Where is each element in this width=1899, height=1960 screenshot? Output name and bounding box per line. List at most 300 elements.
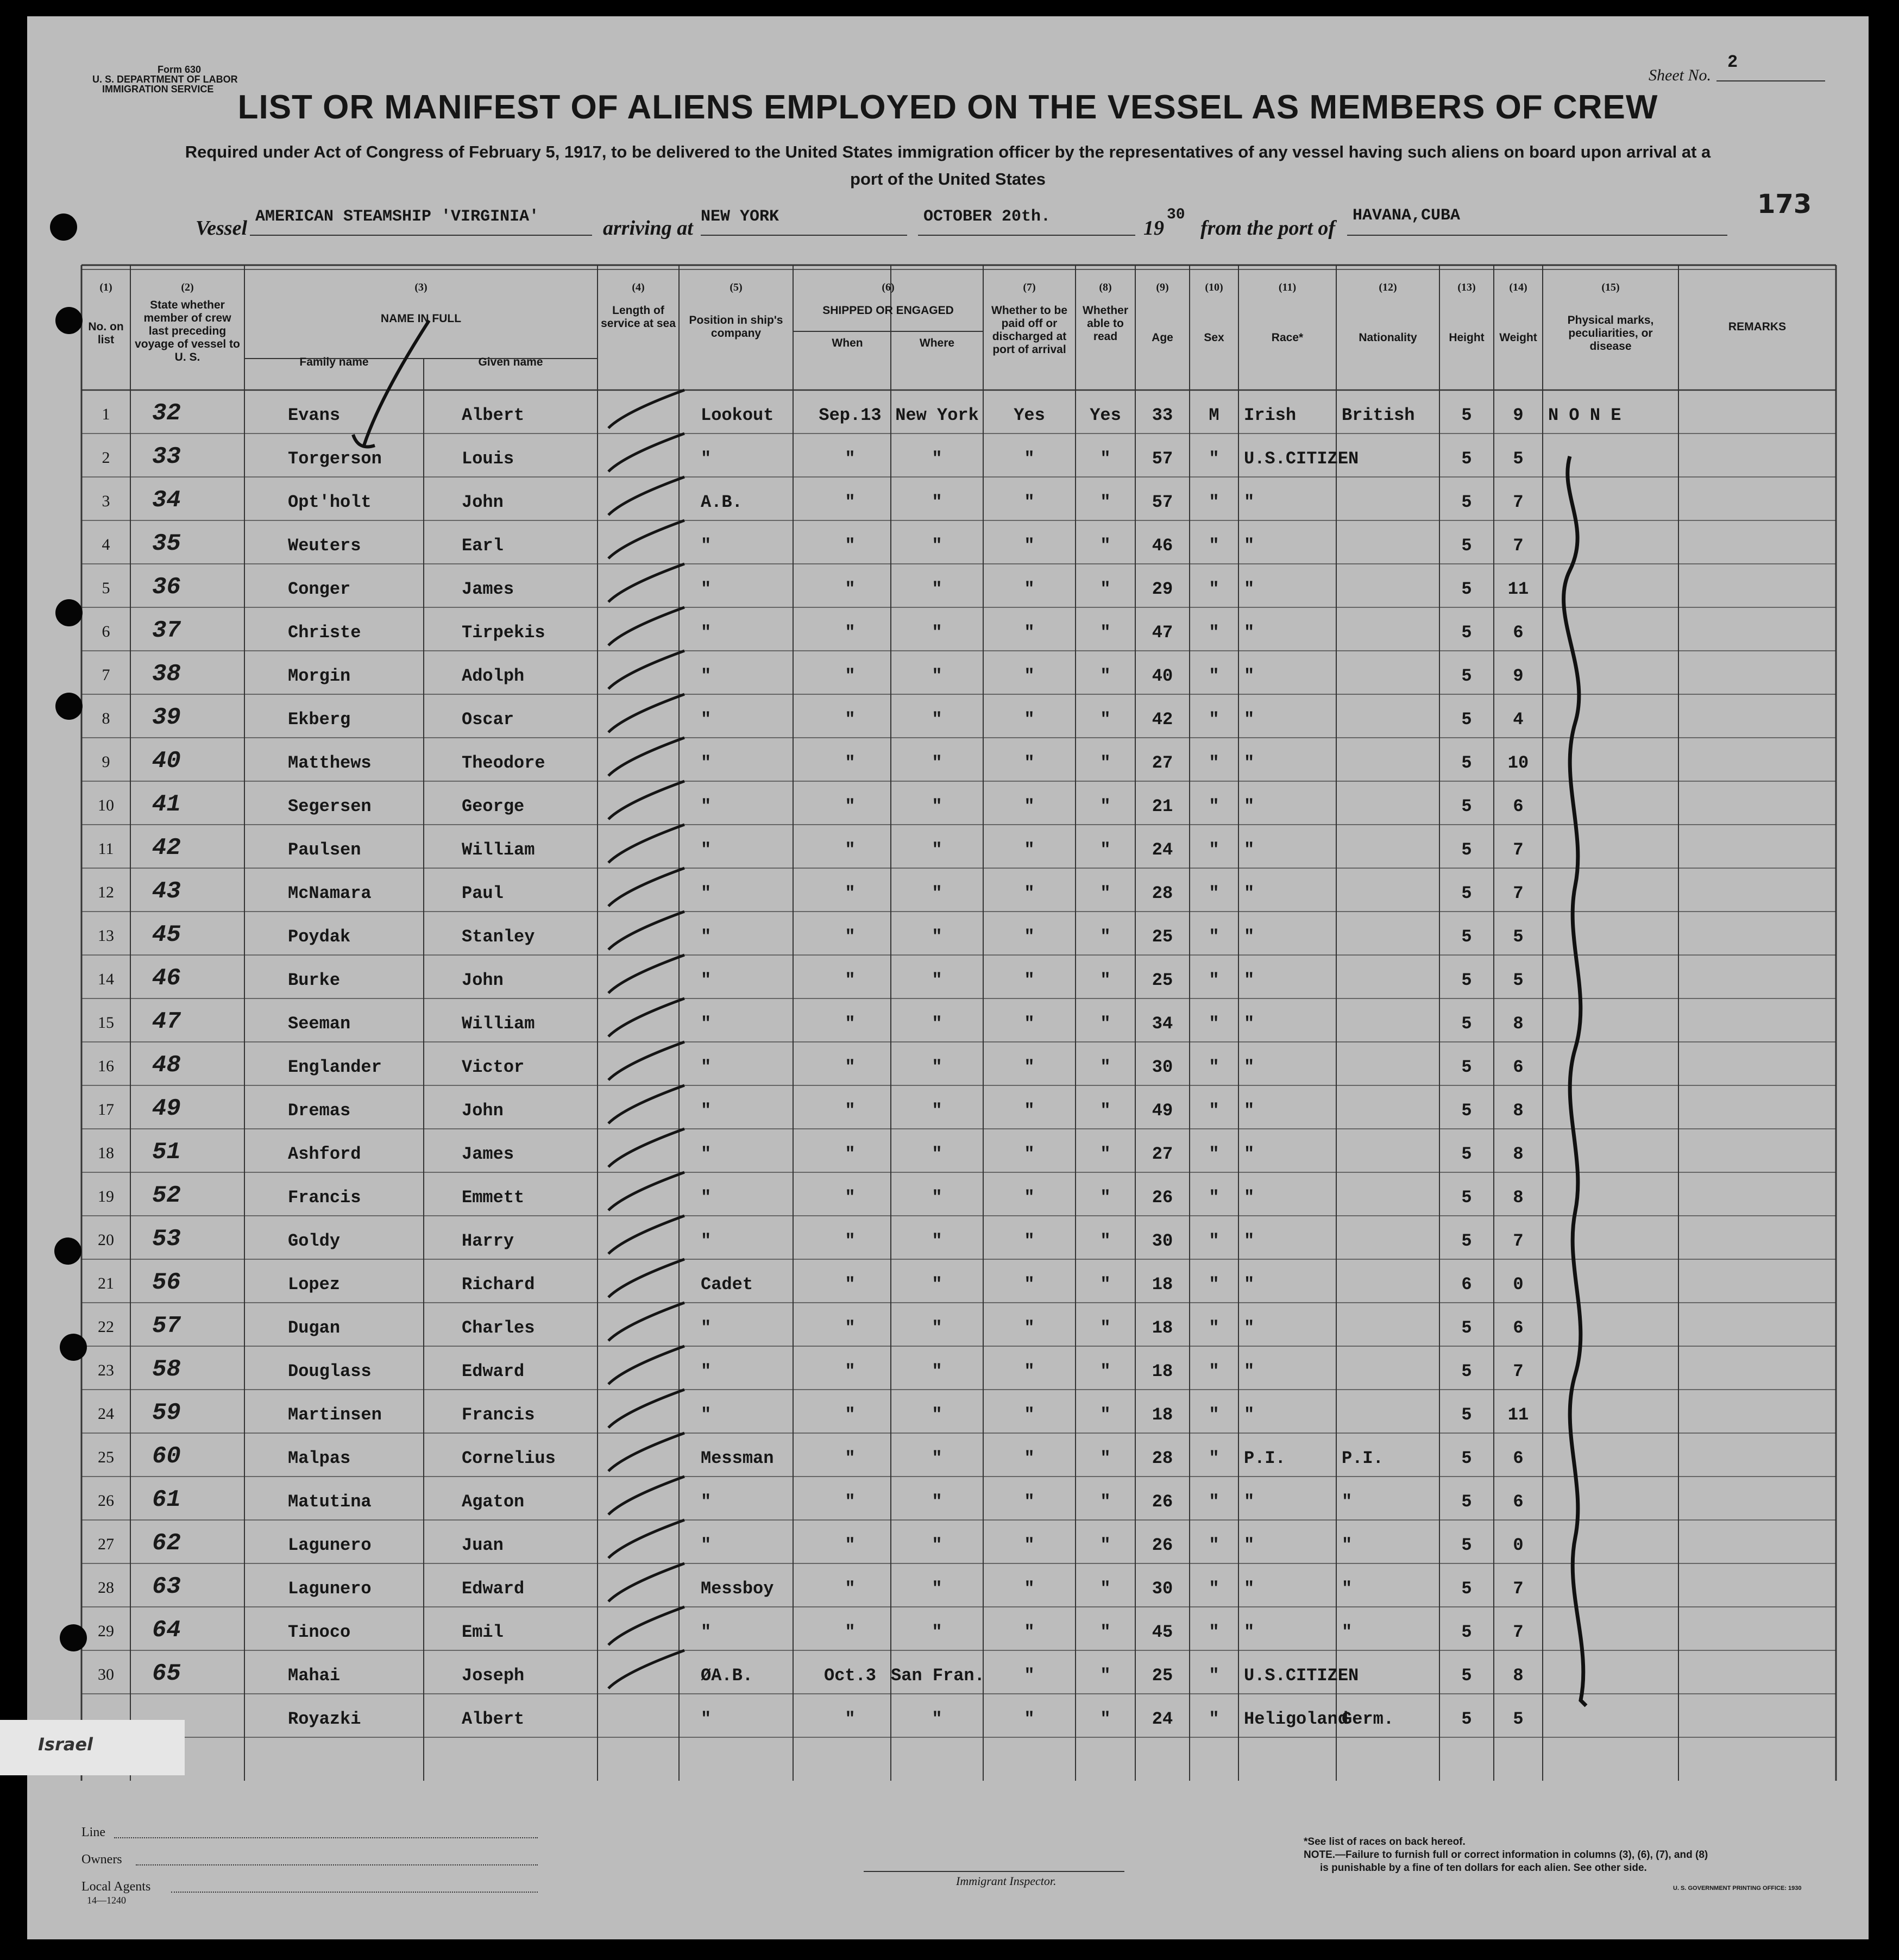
subtitle-line-2: port of the United States <box>850 169 1046 189</box>
shipped-where: " <box>932 709 942 730</box>
vessel-label: Vessel <box>196 217 247 240</box>
paid-off: " <box>1024 666 1035 686</box>
form-number: Form 630 <box>158 64 202 75</box>
sex: " <box>1209 1535 1219 1555</box>
previous-voyage-number: 34 <box>152 487 181 514</box>
arriving-label: arriving at <box>603 217 693 240</box>
shipped-where: " <box>932 840 942 860</box>
position: " <box>701 1144 712 1164</box>
weight: 4 <box>1513 709 1524 730</box>
row-number: 30 <box>98 1666 114 1683</box>
subheader-given: Given name <box>478 356 543 368</box>
given-name: Harry <box>462 1231 514 1251</box>
race: " <box>1244 1405 1255 1425</box>
handwritten-marks <box>27 16 1869 1939</box>
paid-off: " <box>1024 927 1035 947</box>
weight: 7 <box>1513 1231 1524 1251</box>
service-check-mark <box>608 1607 684 1645</box>
family-name: Malpas <box>288 1448 351 1468</box>
arriving-port: NEW YORK <box>701 208 779 226</box>
shipped-when: " <box>845 1535 856 1555</box>
position: " <box>701 536 712 556</box>
column-header: No. on list <box>88 321 124 346</box>
shipped-where: " <box>932 1318 942 1338</box>
from-port-label: from the port of <box>1200 217 1336 240</box>
column-header: Sex <box>1204 331 1224 344</box>
sex: " <box>1209 970 1219 990</box>
previous-voyage-number: 35 <box>152 530 181 557</box>
column-header: Height <box>1449 331 1485 344</box>
sex: " <box>1209 1274 1219 1295</box>
position: Lookout <box>701 405 774 425</box>
previous-voyage-number: 45 <box>152 921 181 948</box>
sex: " <box>1209 623 1219 643</box>
able-to-read: " <box>1100 796 1111 816</box>
height: 5 <box>1461 1709 1472 1729</box>
nationality: " <box>1342 1622 1353 1642</box>
shipped-where: " <box>932 1057 942 1077</box>
height: 5 <box>1461 623 1472 643</box>
age: 18 <box>1152 1274 1173 1295</box>
arrival-date: OCTOBER 20th. <box>923 208 1051 226</box>
position: " <box>701 753 712 773</box>
punch-hole <box>60 1624 87 1651</box>
height: 5 <box>1461 1666 1472 1686</box>
shipped-where: " <box>932 579 942 599</box>
given-name: Juan <box>462 1535 504 1555</box>
shipped-when: " <box>845 1622 856 1642</box>
service-check-mark <box>608 1346 684 1384</box>
column-header: REMARKS <box>1728 321 1787 333</box>
able-to-read: " <box>1100 883 1111 903</box>
shipped-where: " <box>932 796 942 816</box>
page-number: 173 <box>1757 189 1812 219</box>
shipped-where: " <box>932 666 942 686</box>
punch-hole <box>60 1334 87 1361</box>
weight: 8 <box>1513 1014 1524 1034</box>
race: " <box>1244 1318 1255 1338</box>
family-name: Francis <box>288 1188 361 1208</box>
service-check-mark <box>608 1129 684 1167</box>
service-check-mark <box>608 477 684 515</box>
race: " <box>1244 492 1255 512</box>
row-number: 3 <box>102 492 110 510</box>
paid-off: " <box>1024 1448 1035 1468</box>
shipped-when: " <box>845 666 856 686</box>
subheader-where: Where <box>919 337 955 349</box>
position: " <box>701 1709 712 1729</box>
paid-off: " <box>1024 1405 1035 1425</box>
paid-off: " <box>1024 883 1035 903</box>
row-number: 23 <box>98 1361 114 1379</box>
height: 5 <box>1461 492 1472 512</box>
sheet-no-value: 2 <box>1727 52 1738 72</box>
service-check-mark <box>608 738 684 776</box>
race: " <box>1244 796 1255 816</box>
paper-slip <box>0 1720 185 1775</box>
weight: 0 <box>1513 1535 1524 1555</box>
service-check-mark <box>608 1303 684 1341</box>
height: 5 <box>1461 1057 1472 1077</box>
shipped-where: " <box>932 1144 942 1164</box>
age: 18 <box>1152 1361 1173 1381</box>
previous-voyage-number: 52 <box>152 1182 181 1209</box>
sex: " <box>1209 1448 1219 1468</box>
sex: " <box>1209 1318 1219 1338</box>
race: " <box>1244 1101 1255 1121</box>
nationality: " <box>1342 1535 1353 1555</box>
service-check-mark <box>608 1085 684 1123</box>
paid-off: " <box>1024 1666 1035 1686</box>
weight: 7 <box>1513 1579 1524 1599</box>
footer-agents-underline <box>171 1892 538 1893</box>
position: " <box>701 709 712 730</box>
previous-voyage-number: 53 <box>152 1226 181 1253</box>
height: 5 <box>1461 883 1472 903</box>
paid-off: " <box>1024 1318 1035 1338</box>
sex: " <box>1209 1101 1219 1121</box>
row-number: 2 <box>102 449 110 467</box>
previous-voyage-number: 58 <box>152 1356 181 1383</box>
nationality: " <box>1342 1492 1353 1512</box>
row-number: 29 <box>98 1622 114 1640</box>
able-to-read: " <box>1100 449 1111 469</box>
given-name: Tirpekis <box>462 623 545 643</box>
service-check-mark <box>608 998 684 1036</box>
paid-off: " <box>1024 1535 1035 1555</box>
sheet-no-label: Sheet No. <box>1649 66 1711 84</box>
able-to-read: " <box>1100 753 1111 773</box>
paid-off: " <box>1024 840 1035 860</box>
previous-voyage-number: 33 <box>152 443 181 470</box>
row-number: 6 <box>102 623 110 640</box>
column-header: Race* <box>1271 331 1304 344</box>
shipped-where: " <box>932 1622 942 1642</box>
weight: 7 <box>1513 1622 1524 1642</box>
punch-hole <box>55 693 83 720</box>
sex: " <box>1209 536 1219 556</box>
row-number: 21 <box>98 1274 114 1292</box>
race: " <box>1244 709 1255 730</box>
service-check-mark <box>608 607 684 645</box>
height: 5 <box>1461 709 1472 730</box>
note-races: *See list of races on back hereof. <box>1304 1836 1466 1848</box>
shipped-where: " <box>932 536 942 556</box>
previous-voyage-number: 37 <box>152 617 181 644</box>
able-to-read: " <box>1100 1492 1111 1512</box>
paid-off: " <box>1024 970 1035 990</box>
previous-voyage-number: 49 <box>152 1095 181 1122</box>
weight: 7 <box>1513 536 1524 556</box>
able-to-read: " <box>1100 709 1111 730</box>
paid-off: " <box>1024 1492 1035 1512</box>
able-to-read: " <box>1100 1361 1111 1381</box>
paid-off: " <box>1024 1709 1035 1729</box>
physical-marks: N O N E <box>1548 405 1621 425</box>
given-name: Louis <box>462 449 514 469</box>
shipped-when: Oct.3 <box>823 1666 876 1686</box>
family-name: Matthews <box>288 753 372 773</box>
note-line-1: NOTE.—Failure to furnish full or correct information in columns (3), (6), (7), and (8) <box>1304 1849 1708 1861</box>
able-to-read: " <box>1100 1274 1111 1295</box>
column-number: (3) <box>414 281 427 293</box>
service-check-mark <box>608 1042 684 1080</box>
service-check-mark <box>608 1520 684 1558</box>
position: " <box>701 579 712 599</box>
paid-off: " <box>1024 1144 1035 1164</box>
weight: 11 <box>1507 579 1529 599</box>
column-header: Whether to be paid off or discharged at port of arrival <box>991 304 1067 356</box>
service-check-mark <box>608 825 684 863</box>
paid-off: " <box>1024 1231 1035 1251</box>
shipped-when: " <box>845 1318 856 1338</box>
given-name: Paul <box>462 883 504 903</box>
able-to-read: " <box>1100 1448 1111 1468</box>
page-title: LIST OR MANIFEST OF ALIENS EMPLOYED ON THE VESSEL AS MEMBERS OF CREW <box>237 89 1658 126</box>
position: " <box>701 1622 712 1642</box>
family-name: Tinoco <box>288 1622 351 1642</box>
punch-hole <box>50 213 77 241</box>
given-name: Agaton <box>462 1492 525 1512</box>
age: 42 <box>1152 709 1173 730</box>
age: 18 <box>1152 1405 1173 1425</box>
column-number: (11) <box>1278 281 1297 293</box>
race: " <box>1244 1492 1255 1512</box>
family-name: Ekberg <box>288 709 351 730</box>
previous-voyage-number: 56 <box>152 1269 181 1296</box>
column-number: (9) <box>1156 281 1169 293</box>
shipped-when: Sep.13 <box>819 405 882 425</box>
given-name: James <box>462 579 514 599</box>
weight: 5 <box>1513 927 1524 947</box>
column-number: (5) <box>730 281 743 293</box>
column-number: (1) <box>99 281 112 293</box>
shipped-where: " <box>932 449 942 469</box>
height: 5 <box>1461 1579 1472 1599</box>
row-number: 17 <box>98 1101 114 1119</box>
paid-off: " <box>1024 1361 1035 1381</box>
height: 5 <box>1461 405 1472 425</box>
race: " <box>1244 1361 1255 1381</box>
column-header: Nationality <box>1359 331 1417 344</box>
age: 25 <box>1152 1666 1173 1686</box>
shipped-when: " <box>845 1014 856 1034</box>
able-to-read: " <box>1100 1188 1111 1208</box>
previous-voyage-number: 48 <box>152 1052 181 1079</box>
paid-off: " <box>1024 623 1035 643</box>
footer-owners-label: Owners <box>81 1852 122 1867</box>
sex: " <box>1209 1666 1219 1686</box>
shipped-when: " <box>845 883 856 903</box>
sex: " <box>1209 666 1219 686</box>
able-to-read: " <box>1100 536 1111 556</box>
shipped-where: " <box>932 753 942 773</box>
position: " <box>701 840 712 860</box>
height: 5 <box>1461 1405 1472 1425</box>
height: 5 <box>1461 1535 1472 1555</box>
weight: 8 <box>1513 1188 1524 1208</box>
given-name: James <box>462 1144 514 1164</box>
age: 46 <box>1152 536 1173 556</box>
sex: " <box>1209 883 1219 903</box>
given-name: Charles <box>462 1318 535 1338</box>
shipped-where: " <box>932 1101 942 1121</box>
shipped-where: " <box>932 1274 942 1295</box>
age: 45 <box>1152 1622 1173 1642</box>
shipped-when: " <box>845 927 856 947</box>
row-number: 22 <box>98 1318 114 1336</box>
position: " <box>701 1057 712 1077</box>
service-check-mark <box>608 955 684 993</box>
weight: 7 <box>1513 492 1524 512</box>
family-name: Torgerson <box>288 449 382 469</box>
age: 57 <box>1152 449 1173 469</box>
column-header: Whether able to read <box>1083 304 1128 343</box>
inspector-label: Immigrant Inspector. <box>956 1874 1057 1888</box>
footer-line-label: Line <box>81 1825 105 1839</box>
age: 47 <box>1152 623 1173 643</box>
able-to-read: " <box>1100 1579 1111 1599</box>
shipped-where: San Fran. <box>891 1666 985 1686</box>
service-check-mark <box>608 694 684 732</box>
year-prefix: 19 <box>1143 217 1164 240</box>
service-check-mark <box>608 868 684 906</box>
manifest-sheet <box>27 16 1869 1939</box>
given-name: Adolph <box>462 666 525 686</box>
given-name: Oscar <box>462 709 514 730</box>
row-number: 25 <box>98 1448 114 1466</box>
height: 5 <box>1461 449 1472 469</box>
height: 5 <box>1461 536 1472 556</box>
column-header: NAME IN FULL <box>380 312 462 325</box>
race: Heligoland <box>1244 1709 1349 1729</box>
subheader-family: Family name <box>299 356 369 368</box>
given-name: Edward <box>462 1579 525 1599</box>
row-number: 26 <box>98 1492 114 1510</box>
slip-text: Israel <box>38 1734 93 1755</box>
position: Messboy <box>701 1579 774 1599</box>
given-name: William <box>462 1014 535 1034</box>
race: " <box>1244 623 1255 643</box>
position: " <box>701 1492 712 1512</box>
able-to-read: " <box>1100 623 1111 643</box>
previous-voyage-number: 60 <box>152 1443 181 1470</box>
height: 5 <box>1461 579 1472 599</box>
shipped-when: " <box>845 1231 856 1251</box>
column-header: Age <box>1152 331 1173 344</box>
weight: 6 <box>1513 1057 1524 1077</box>
age: 28 <box>1152 883 1173 903</box>
column-header: Weight <box>1499 331 1537 344</box>
shipped-where: " <box>932 492 942 512</box>
family-name: Seeman <box>288 1014 351 1034</box>
shipped-when: " <box>845 492 856 512</box>
given-name: Victor <box>462 1057 525 1077</box>
from-port: HAVANA,CUBA <box>1353 206 1461 225</box>
race: " <box>1244 1014 1255 1034</box>
sex: " <box>1209 579 1219 599</box>
row-number: 7 <box>102 666 110 684</box>
age: 34 <box>1152 1014 1173 1034</box>
service-check-mark <box>608 390 684 428</box>
previous-voyage-number: 65 <box>152 1660 181 1687</box>
service-check-mark <box>608 1433 684 1471</box>
able-to-read: Yes <box>1090 405 1121 425</box>
able-to-read: " <box>1100 1231 1111 1251</box>
previous-voyage-number: 42 <box>152 834 181 862</box>
family-name: Royazki <box>288 1709 361 1729</box>
paid-off: " <box>1024 1188 1035 1208</box>
shipped-when: " <box>845 1361 856 1381</box>
shipped-when: " <box>845 1492 856 1512</box>
position: " <box>701 623 712 643</box>
shipped-where: " <box>932 1231 942 1251</box>
weight: 8 <box>1513 1101 1524 1121</box>
position: " <box>701 1101 712 1121</box>
column-header: Position in ship's company <box>689 314 783 340</box>
shipped-where: " <box>932 1405 942 1425</box>
position: Messman <box>701 1448 774 1468</box>
able-to-read: " <box>1100 1144 1111 1164</box>
family-name: Opt'holt <box>288 492 372 512</box>
weight: 5 <box>1513 1709 1524 1729</box>
weight: 7 <box>1513 840 1524 860</box>
given-name: Emil <box>462 1622 504 1642</box>
row-number: 19 <box>98 1188 114 1205</box>
position: " <box>701 883 712 903</box>
paid-off: " <box>1024 536 1035 556</box>
able-to-read: " <box>1100 970 1111 990</box>
position: " <box>701 1188 712 1208</box>
age: 24 <box>1152 1709 1173 1729</box>
punch-hole <box>55 307 83 334</box>
previous-voyage-number: 32 <box>152 400 181 427</box>
able-to-read: " <box>1100 1057 1111 1077</box>
service-check-mark <box>608 781 684 819</box>
position: " <box>701 1014 712 1034</box>
sex: " <box>1209 1405 1219 1425</box>
family-name: Morgin <box>288 666 351 686</box>
shipped-when: " <box>845 840 856 860</box>
age: 27 <box>1152 753 1173 773</box>
age: 30 <box>1152 1231 1173 1251</box>
age: 21 <box>1152 796 1173 816</box>
year-suffix: 30 <box>1167 206 1185 223</box>
race: " <box>1244 927 1255 947</box>
able-to-read: " <box>1100 492 1111 512</box>
shipped-when: " <box>845 579 856 599</box>
subheader-when: When <box>832 337 863 349</box>
age: 28 <box>1152 1448 1173 1468</box>
row-number: 12 <box>98 883 114 901</box>
race: " <box>1244 1535 1255 1555</box>
weight: 7 <box>1513 883 1524 903</box>
previous-voyage-number: 62 <box>152 1530 181 1557</box>
column-number: (15) <box>1601 281 1620 293</box>
race: " <box>1244 840 1255 860</box>
weight: 9 <box>1513 666 1524 686</box>
age: 30 <box>1152 1579 1173 1599</box>
family-name: Englander <box>288 1057 382 1077</box>
race: U.S.CITIZEN <box>1244 1666 1359 1686</box>
service-check-mark <box>608 1563 684 1601</box>
row-number: 11 <box>98 840 114 858</box>
sex: " <box>1209 1622 1219 1642</box>
paid-off: Yes <box>1014 405 1045 425</box>
row-number: 4 <box>102 536 110 554</box>
family-name: Lagunero <box>288 1579 372 1599</box>
able-to-read: " <box>1100 840 1111 860</box>
